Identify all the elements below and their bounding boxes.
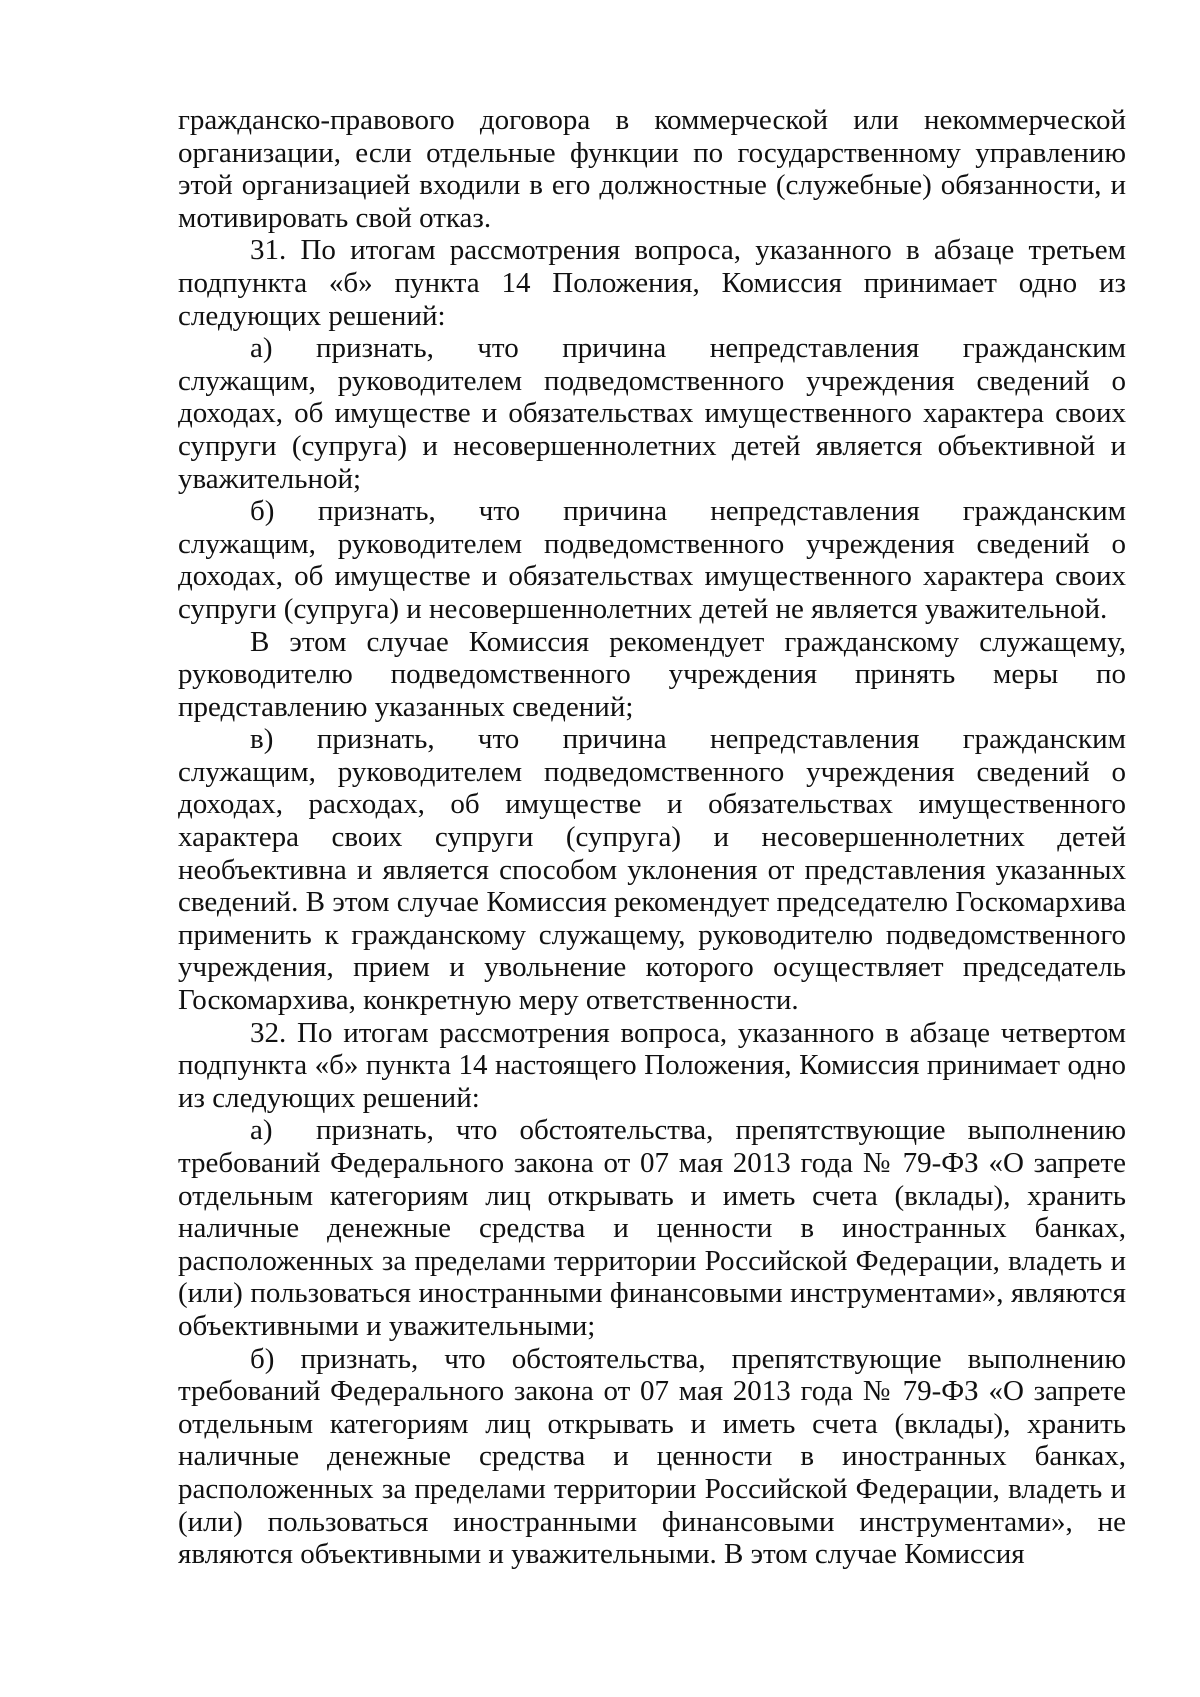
paragraph-31-a: а) признать, что причина непредставления гражданским служащим, руководителем подведомственного учреждения сведений о доходах, об имуществе и обязательствах имущественного характера своих супруги (супруга) и несовершеннолетних детей является объективной и уважительной; — [178, 332, 1126, 495]
paragraph-31: 31. По итогам рассмотрения вопроса, указанного в абзаце третьем подпункта «б» пункта 14 Положения, Комиссия принимает одно из следующих решений: — [178, 234, 1126, 332]
paragraph-32: 32. По итогам рассмотрения вопроса, указанного в абзаце четвертом подпункта «б» пункта 14 настоящего Положения, Комиссия принимает одно из следующих решений: — [178, 1016, 1126, 1114]
paragraph-31-b: б) признать, что причина непредставления гражданским служащим, руководителем подведомственного учреждения сведений о доходах, об имуществе и обязательствах имущественного характера своих супруги (супруга) и несовершеннолетних детей не является уважительной. — [178, 495, 1126, 625]
paragraph-32-b: б) признать, что обстоятельства, препятствующие выполнению требований Федерального закона от 07 мая 2013 года № 79-ФЗ «О запрете отдельным категориям лиц открывать и иметь счета (вклады), хранить наличные денежные средства и ценности в иностранных банках, расположенных за пределами территории Российской Федерации, владеть и (или) пользоваться иностранными финансовыми инструментами», не являются объективными и уважительными. В этом случае Комиссия — [178, 1342, 1126, 1571]
paragraph-continuation: гражданско-правового договора в коммерческой или некоммерческой организации, если отдельные функции по государственному управлению этой организацией входили в его должностные (служебные) обязанности, и мотивировать свой отказ. — [178, 104, 1126, 234]
paragraph-32-a: а) признать, что обстоятельства, препятствующие выполнению требований Федерального закона от 07 мая 2013 года № 79-ФЗ «О запрете отдельным категориям лиц открывать и иметь счета (вклады), хранить наличные денежные средства и ценности в иностранных банках, расположенных за пределами территории Российской Федерации, владеть и (или) пользоваться иностранными финансовыми инструментами», являются объективными и уважительными; — [178, 1114, 1126, 1342]
document-page — [178, 104, 1126, 1571]
paragraph-31-v: в) признать, что причина непредставления гражданским служащим, руководителем подведомственного учреждения сведений о доходах, расходах, об имуществе и обязательствах имущественного характера своих супруги (супруга) и несовершеннолетних детей необъективна и является способом уклонения от представления указанных сведений. В этом случае Комиссия рекомендует председателю Госкомархива применить к гражданскому служащему, руководителю подведомственного учреждения, прием и увольнение которого осуществляет председатель Госкомархива, конкретную меру ответственности. — [178, 723, 1126, 1017]
paragraph-31-b-note: В этом случае Комиссия рекомендует гражданскому служащему, руководителю подведомственного учреждения принять меры по представлению указанных сведений; — [178, 625, 1126, 723]
